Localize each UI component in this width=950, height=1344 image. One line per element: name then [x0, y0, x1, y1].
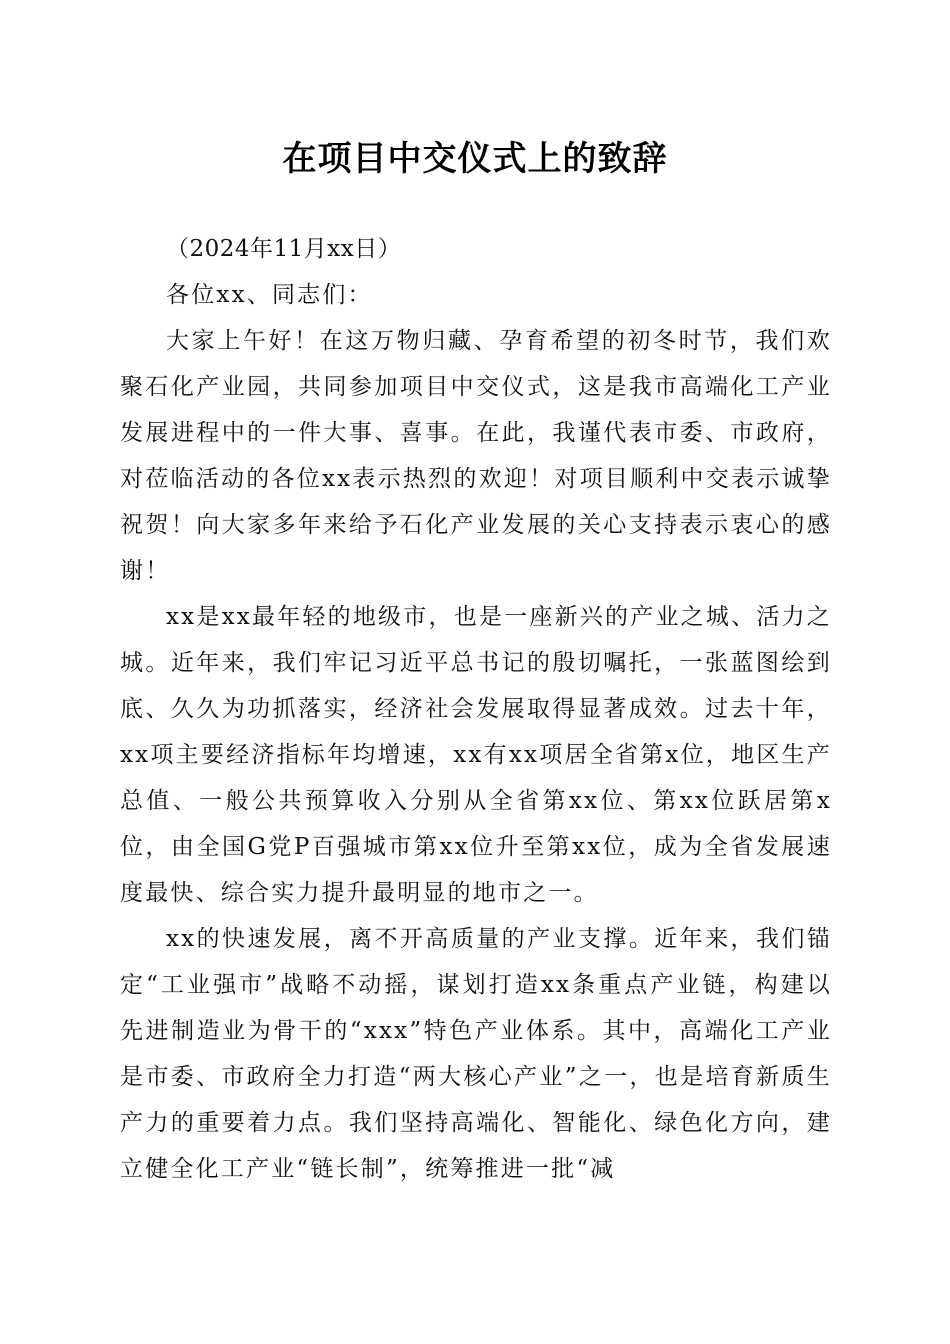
paragraph-3: xx的快速发展，离不开高质量的产业支撑。近年来，我们锚定“工业强市”战略不动摇，谋划打造xx条重点产业链，构建以先进制造业为骨干的“xxx”特色产业体系。其中，高端化工产业是市委、市政府全力打造“两大核心产业”之一，也是培育新质生产力的重要着力点。我们坚持高端化、智能化、绿色化方向，建立健全化工产业“链长制”，统筹推进一批“减 [120, 926, 832, 1182]
date-line: （2024年11月xx日） [166, 236, 402, 262]
paragraph-2: xx是xx最年轻的地级市，也是一座新兴的产业之城、活力之城。近年来，我们牢记习近平总书记的殷切嘱托，一张蓝图绘到底、久久为功抓落实，经济社会发展取得显著成效。过去十年，xx项主要经济指标年均增速，xx有xx项居全省第x位，地区生产总值、一般公共预算收入分别从全省第xx位、第xx位跃居第x位，由全国G党P百强城市第xx位升至第xx位，成为全省发展速度最快、综合实力提升最明显的地市之一。 [120, 604, 832, 906]
document-body [120, 226, 832, 1192]
paragraph-1: 大家上午好！在这万物归藏、孕育希望的初冬时节，我们欢聚石化产业园，共同参加项目中交仪式，这是我市高端化工产业发展进程中的一件大事、喜事。在此，我谨代表市委、市政府，对莅临活动的各位xx表示热烈的欢迎！对项目顺利中交表示诚挚祝贺！向大家多年来给予石化产业发展的关心支持表示衷心的感谢！ [120, 328, 832, 584]
salutation: 各位xx、同志们： [166, 282, 373, 308]
document-title: 在项目中交仪式上的致辞 [282, 139, 668, 179]
